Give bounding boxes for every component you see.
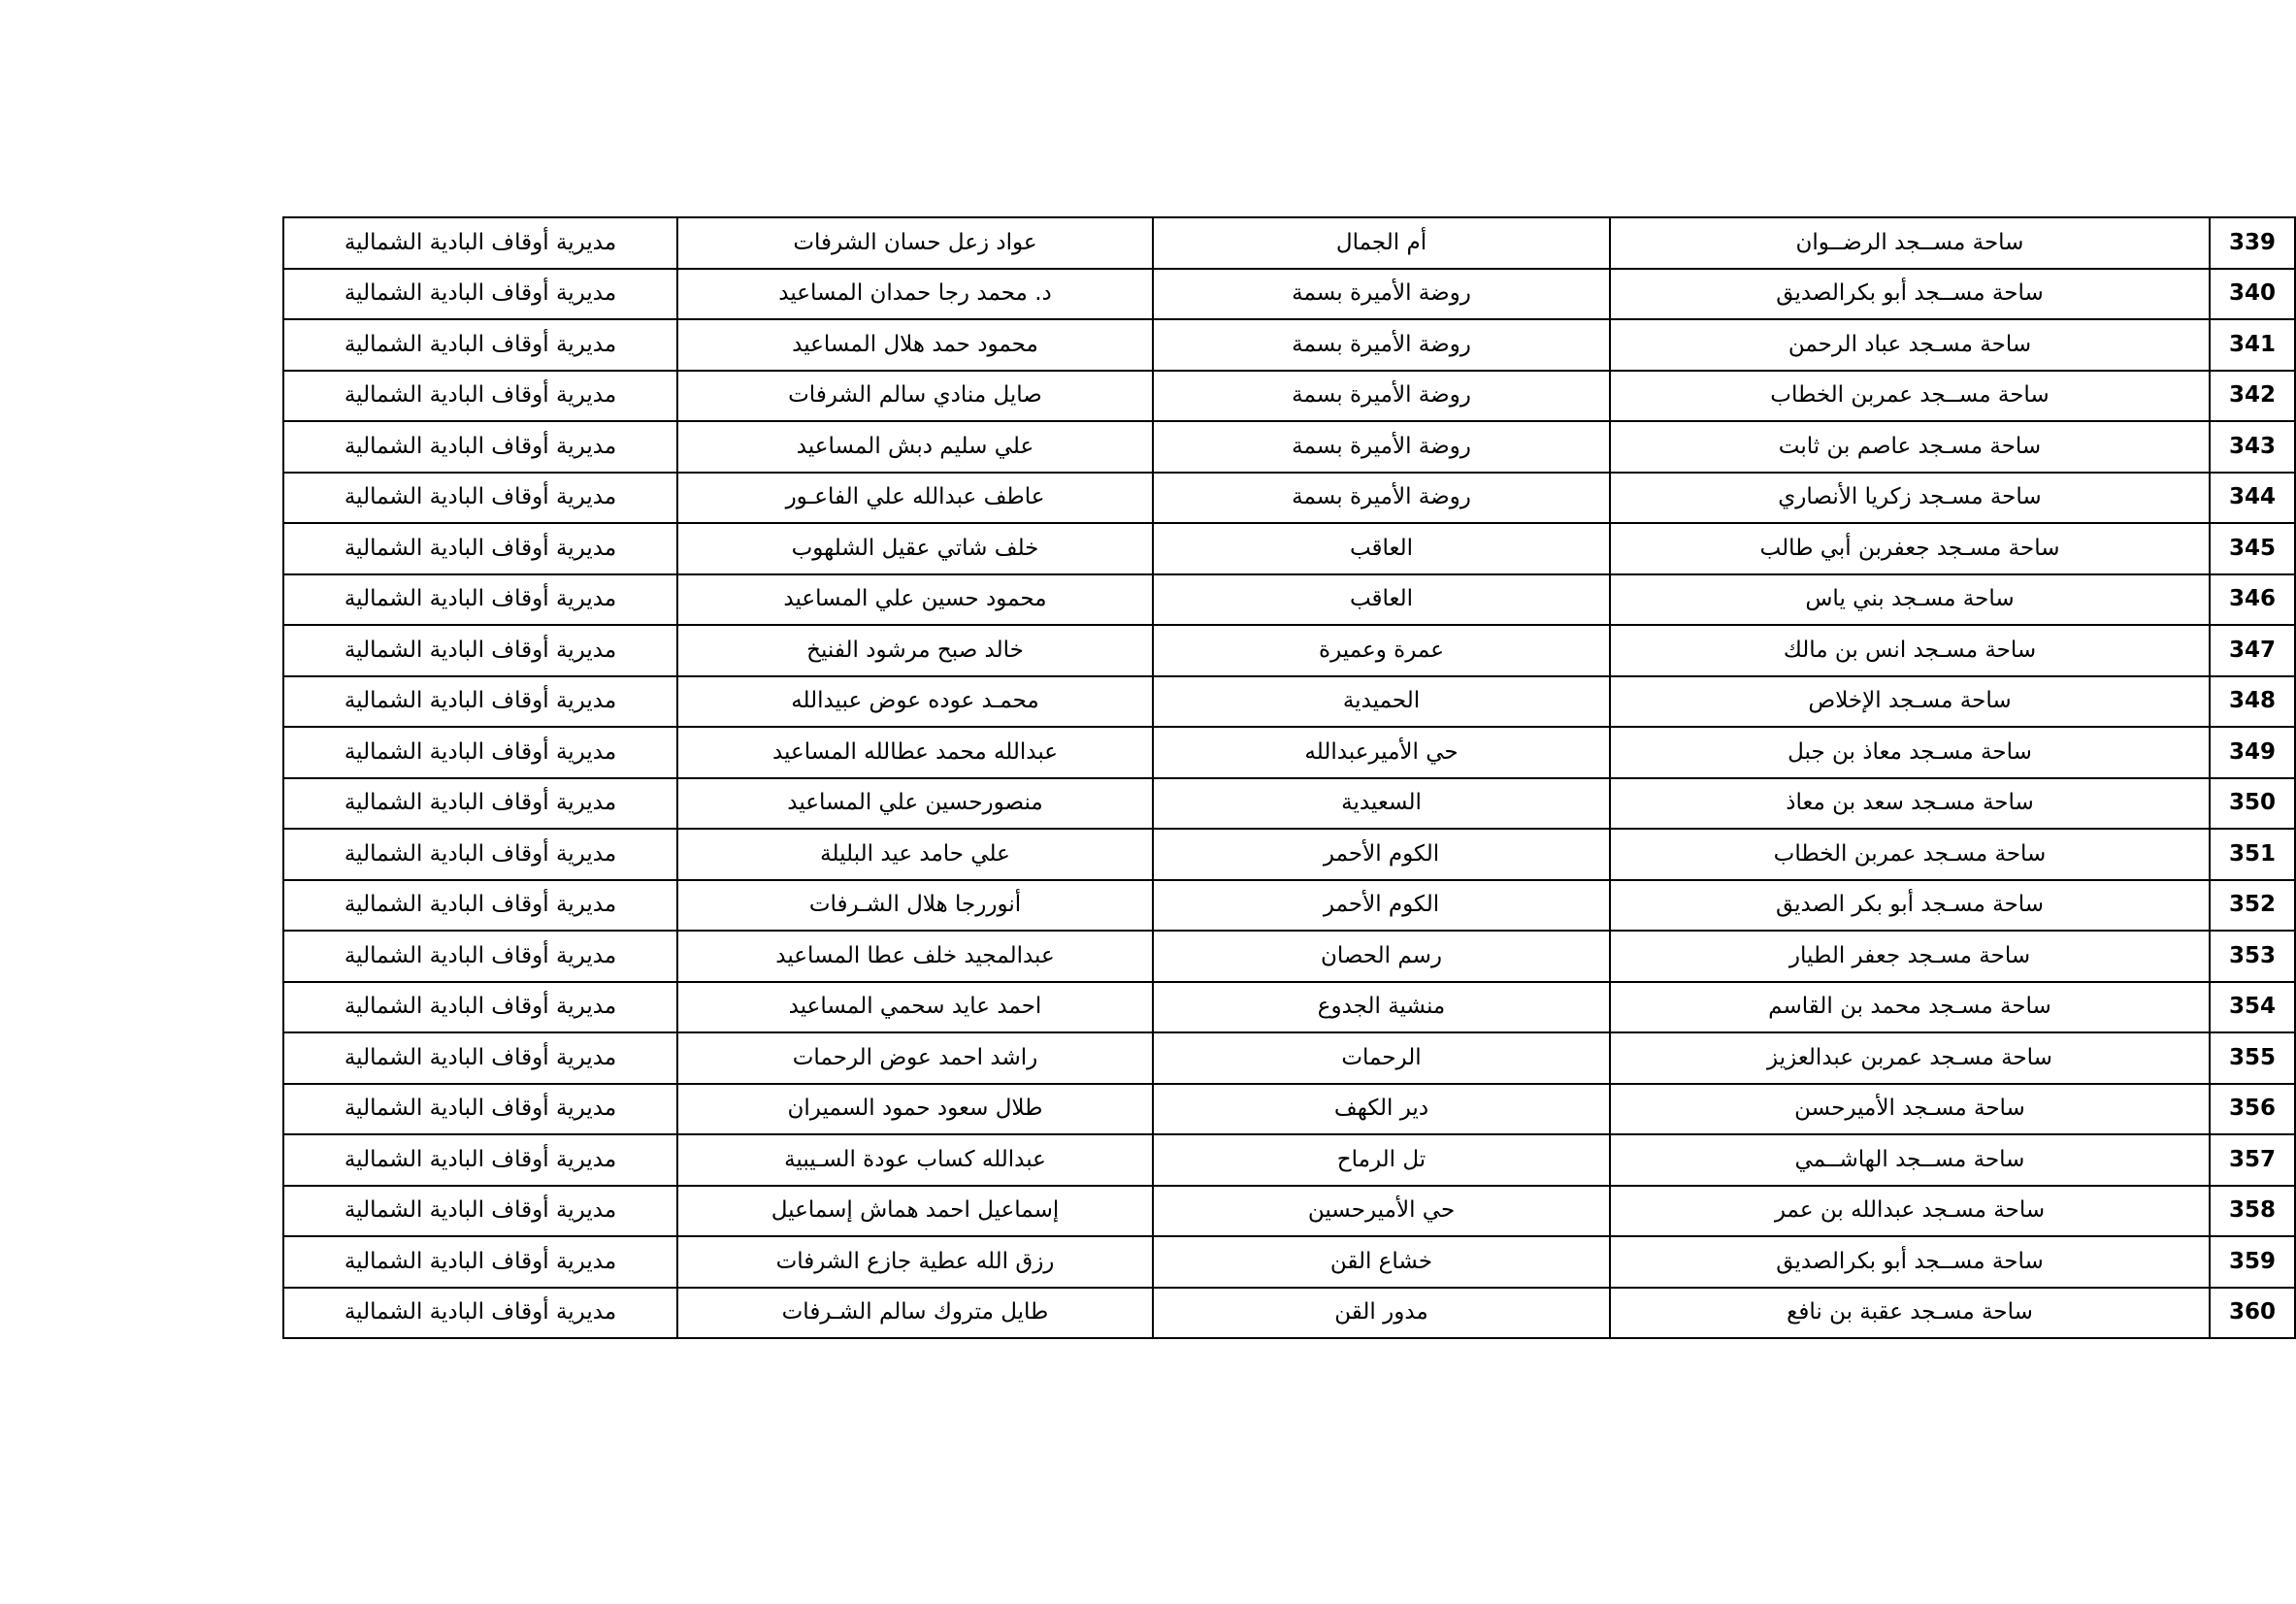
directorate-cell: مديرية أوقاف البادية الشمالية [283, 1134, 677, 1186]
mosque-name-cell: ساحة مســجد أبو بكرالصديق [1610, 269, 2210, 320]
directorate-cell: مديرية أوقاف البادية الشمالية [283, 880, 677, 932]
mosque-name-cell: ساحة مسـجد معاذ بن جبل [1610, 727, 2210, 778]
row-number-cell: 353 [2210, 931, 2295, 982]
directorate-cell: مديرية أوقاف البادية الشمالية [283, 829, 677, 880]
table-row [283, 829, 2295, 880]
mosque-name-cell: ساحة مسـجد عبدالله بن عمر [1610, 1186, 2210, 1237]
row-number-cell: 345 [2210, 523, 2295, 574]
directorate-cell: مديرية أوقاف البادية الشمالية [283, 931, 677, 982]
table-row [283, 574, 2295, 626]
table-row [283, 1186, 2295, 1237]
area-cell: العاقب [1153, 523, 1610, 574]
directorate-cell: مديرية أوقاف البادية الشمالية [283, 371, 677, 422]
directorate-cell: مديرية أوقاف البادية الشمالية [283, 1236, 677, 1288]
table-row [283, 676, 2295, 728]
responsible-person-cell: محمـد عوده عوض عبيدالله [677, 676, 1153, 728]
area-cell: روضة الأميرة بسمة [1153, 319, 1610, 371]
table-row [283, 1288, 2295, 1339]
row-number-cell: 354 [2210, 982, 2295, 1033]
area-cell: روضة الأميرة بسمة [1153, 269, 1610, 320]
responsible-person-cell: راشد احمد عوض الرحمات [677, 1032, 1153, 1084]
directorate-cell: مديرية أوقاف البادية الشمالية [283, 473, 677, 524]
area-cell: دير الكهف [1153, 1084, 1610, 1135]
mosque-name-cell: ساحة مســجد أبو بكرالصديق [1610, 1236, 2210, 1288]
directorate-cell: مديرية أوقاف البادية الشمالية [283, 217, 677, 269]
mosque-name-cell: ساحة مسـجد جعفر الطيار [1610, 931, 2210, 982]
table-row [283, 625, 2295, 676]
mosque-name-cell: ساحة مســجد عمربن الخطاب [1610, 371, 2210, 422]
responsible-person-cell: علي سليم دبش المساعيد [677, 421, 1153, 473]
area-cell: روضة الأميرة بسمة [1153, 421, 1610, 473]
area-cell: مدور القن [1153, 1288, 1610, 1339]
mosque-name-cell: ساحة مسـجد محمد بن القاسم [1610, 982, 2210, 1033]
area-cell: الكوم الأحمر [1153, 880, 1610, 932]
mosque-name-cell: ساحة مسـجد جعفربن أبي طالب [1610, 523, 2210, 574]
row-number-cell: 340 [2210, 269, 2295, 320]
mosque-name-cell: ساحة مســجد الهاشــمي [1610, 1134, 2210, 1186]
directorate-cell: مديرية أوقاف البادية الشمالية [283, 1084, 677, 1135]
table-row [283, 727, 2295, 778]
table-row [283, 778, 2295, 830]
table-row [283, 523, 2295, 574]
row-number-cell: 348 [2210, 676, 2295, 728]
table-row [283, 931, 2295, 982]
table-row [283, 421, 2295, 473]
responsible-person-cell: عبدالله كساب عودة السـيبية [677, 1134, 1153, 1186]
responsible-person-cell: صايل منادي سالم الشرفات [677, 371, 1153, 422]
directorate-cell: مديرية أوقاف البادية الشمالية [283, 625, 677, 676]
mosque-name-cell: ساحة مسـجد عقبة بن نافع [1610, 1288, 2210, 1339]
responsible-person-cell: علي حامد عيد البليلة [677, 829, 1153, 880]
area-cell: روضة الأميرة بسمة [1153, 473, 1610, 524]
row-number-cell: 339 [2210, 217, 2295, 269]
responsible-person-cell: إسماعيل احمد هماش إسماعيل [677, 1186, 1153, 1237]
area-cell: منشية الجدوع [1153, 982, 1610, 1033]
directorate-cell: مديرية أوقاف البادية الشمالية [283, 319, 677, 371]
row-number-cell: 358 [2210, 1186, 2295, 1237]
row-number-cell: 359 [2210, 1236, 2295, 1288]
area-cell: خشاع القن [1153, 1236, 1610, 1288]
directorate-cell: مديرية أوقاف البادية الشمالية [283, 727, 677, 778]
row-number-cell: 357 [2210, 1134, 2295, 1186]
area-cell: حي الأميرحسين [1153, 1186, 1610, 1237]
directorate-cell: مديرية أوقاف البادية الشمالية [283, 982, 677, 1033]
mosque-name-cell: ساحة مسـجد الأميرحسن [1610, 1084, 2210, 1135]
row-number-cell: 352 [2210, 880, 2295, 932]
mosque-name-cell: ساحة مســجد الرضــوان [1610, 217, 2210, 269]
responsible-person-cell: طايل متروك سالم الشـرفات [677, 1288, 1153, 1339]
directorate-cell: مديرية أوقاف البادية الشمالية [283, 269, 677, 320]
table-row [283, 319, 2295, 371]
table-row [283, 1084, 2295, 1135]
mosque-name-cell: ساحة مسـجد عباد الرحمن [1610, 319, 2210, 371]
responsible-person-cell: رزق الله عطية جازع الشرفات [677, 1236, 1153, 1288]
row-number-cell: 347 [2210, 625, 2295, 676]
row-number-cell: 349 [2210, 727, 2295, 778]
responsible-person-cell: أنوررجا هلال الشـرفات [677, 880, 1153, 932]
table-row [283, 1134, 2295, 1186]
responsible-person-cell: د. محمد رجا حمدان المساعيد [677, 269, 1153, 320]
table-row [283, 1236, 2295, 1288]
responsible-person-cell: احمد عايد سحمي المساعيد [677, 982, 1153, 1033]
directorate-cell: مديرية أوقاف البادية الشمالية [283, 523, 677, 574]
mosque-table-body [283, 217, 2295, 1338]
mosque-name-cell: ساحة مسـجد عمربن عبدالعزيز [1610, 1032, 2210, 1084]
row-number-cell: 360 [2210, 1288, 2295, 1339]
area-cell: العاقب [1153, 574, 1610, 626]
responsible-person-cell: منصورحسين علي المساعيد [677, 778, 1153, 830]
table-row [283, 1032, 2295, 1084]
table-row [283, 473, 2295, 524]
directorate-cell: مديرية أوقاف البادية الشمالية [283, 421, 677, 473]
row-number-cell: 350 [2210, 778, 2295, 830]
mosque-name-cell: ساحة مسـجد الإخلاص [1610, 676, 2210, 728]
responsible-person-cell: عاطف عبدالله علي الفاعـور [677, 473, 1153, 524]
area-cell: أم الجمال [1153, 217, 1610, 269]
table-row [283, 269, 2295, 320]
row-number-cell: 343 [2210, 421, 2295, 473]
row-number-cell: 351 [2210, 829, 2295, 880]
mosque-name-cell: ساحة مسـجد أبو بكر الصديق [1610, 880, 2210, 932]
responsible-person-cell: خلف شاتي عقيل الشلهوب [677, 523, 1153, 574]
mosque-name-cell: ساحة مسـجد انس بن مالك [1610, 625, 2210, 676]
mosque-name-cell: ساحة مسـجد سعد بن معاذ [1610, 778, 2210, 830]
area-cell: الرحمات [1153, 1032, 1610, 1084]
area-cell: السعيدية [1153, 778, 1610, 830]
responsible-person-cell: محمود حمد هلال المساعيد [677, 319, 1153, 371]
table-row [283, 880, 2295, 932]
directorate-cell: مديرية أوقاف البادية الشمالية [283, 778, 677, 830]
row-number-cell: 356 [2210, 1084, 2295, 1135]
directorate-cell: مديرية أوقاف البادية الشمالية [283, 1032, 677, 1084]
mosque-table [282, 216, 2296, 1339]
row-number-cell: 346 [2210, 574, 2295, 626]
mosque-name-cell: ساحة مسـجد زكريا الأنصاري [1610, 473, 2210, 524]
row-number-cell: 355 [2210, 1032, 2295, 1084]
directorate-cell: مديرية أوقاف البادية الشمالية [283, 1288, 677, 1339]
responsible-person-cell: محمود حسين علي المساعيد [677, 574, 1153, 626]
responsible-person-cell: عبدالمجيد خلف عطا المساعيد [677, 931, 1153, 982]
area-cell: روضة الأميرة بسمة [1153, 371, 1610, 422]
responsible-person-cell: خالد صبح مرشود الفنيخ [677, 625, 1153, 676]
mosque-name-cell: ساحة مسـجد عاصم بن ثابت [1610, 421, 2210, 473]
row-number-cell: 341 [2210, 319, 2295, 371]
directorate-cell: مديرية أوقاف البادية الشمالية [283, 1186, 677, 1237]
area-cell: الحميدية [1153, 676, 1610, 728]
area-cell: حي الأميرعبدالله [1153, 727, 1610, 778]
area-cell: رسم الحصان [1153, 931, 1610, 982]
area-cell: عمرة وعميرة [1153, 625, 1610, 676]
directorate-cell: مديرية أوقاف البادية الشمالية [283, 676, 677, 728]
mosque-name-cell: ساحة مسـجد بني ياس [1610, 574, 2210, 626]
table-row [283, 217, 2295, 269]
row-number-cell: 344 [2210, 473, 2295, 524]
responsible-person-cell: عبدالله محمد عطالله المساعيد [677, 727, 1153, 778]
table-row [283, 371, 2295, 422]
directorate-cell: مديرية أوقاف البادية الشمالية [283, 574, 677, 626]
mosque-name-cell: ساحة مسـجد عمربن الخطاب [1610, 829, 2210, 880]
row-number-cell: 342 [2210, 371, 2295, 422]
responsible-person-cell: طلال سعود حمود السميران [677, 1084, 1153, 1135]
responsible-person-cell: عواد زعل حسان الشرفات [677, 217, 1153, 269]
table-row [283, 982, 2295, 1033]
area-cell: تل الرماح [1153, 1134, 1610, 1186]
area-cell: الكوم الأحمر [1153, 829, 1610, 880]
